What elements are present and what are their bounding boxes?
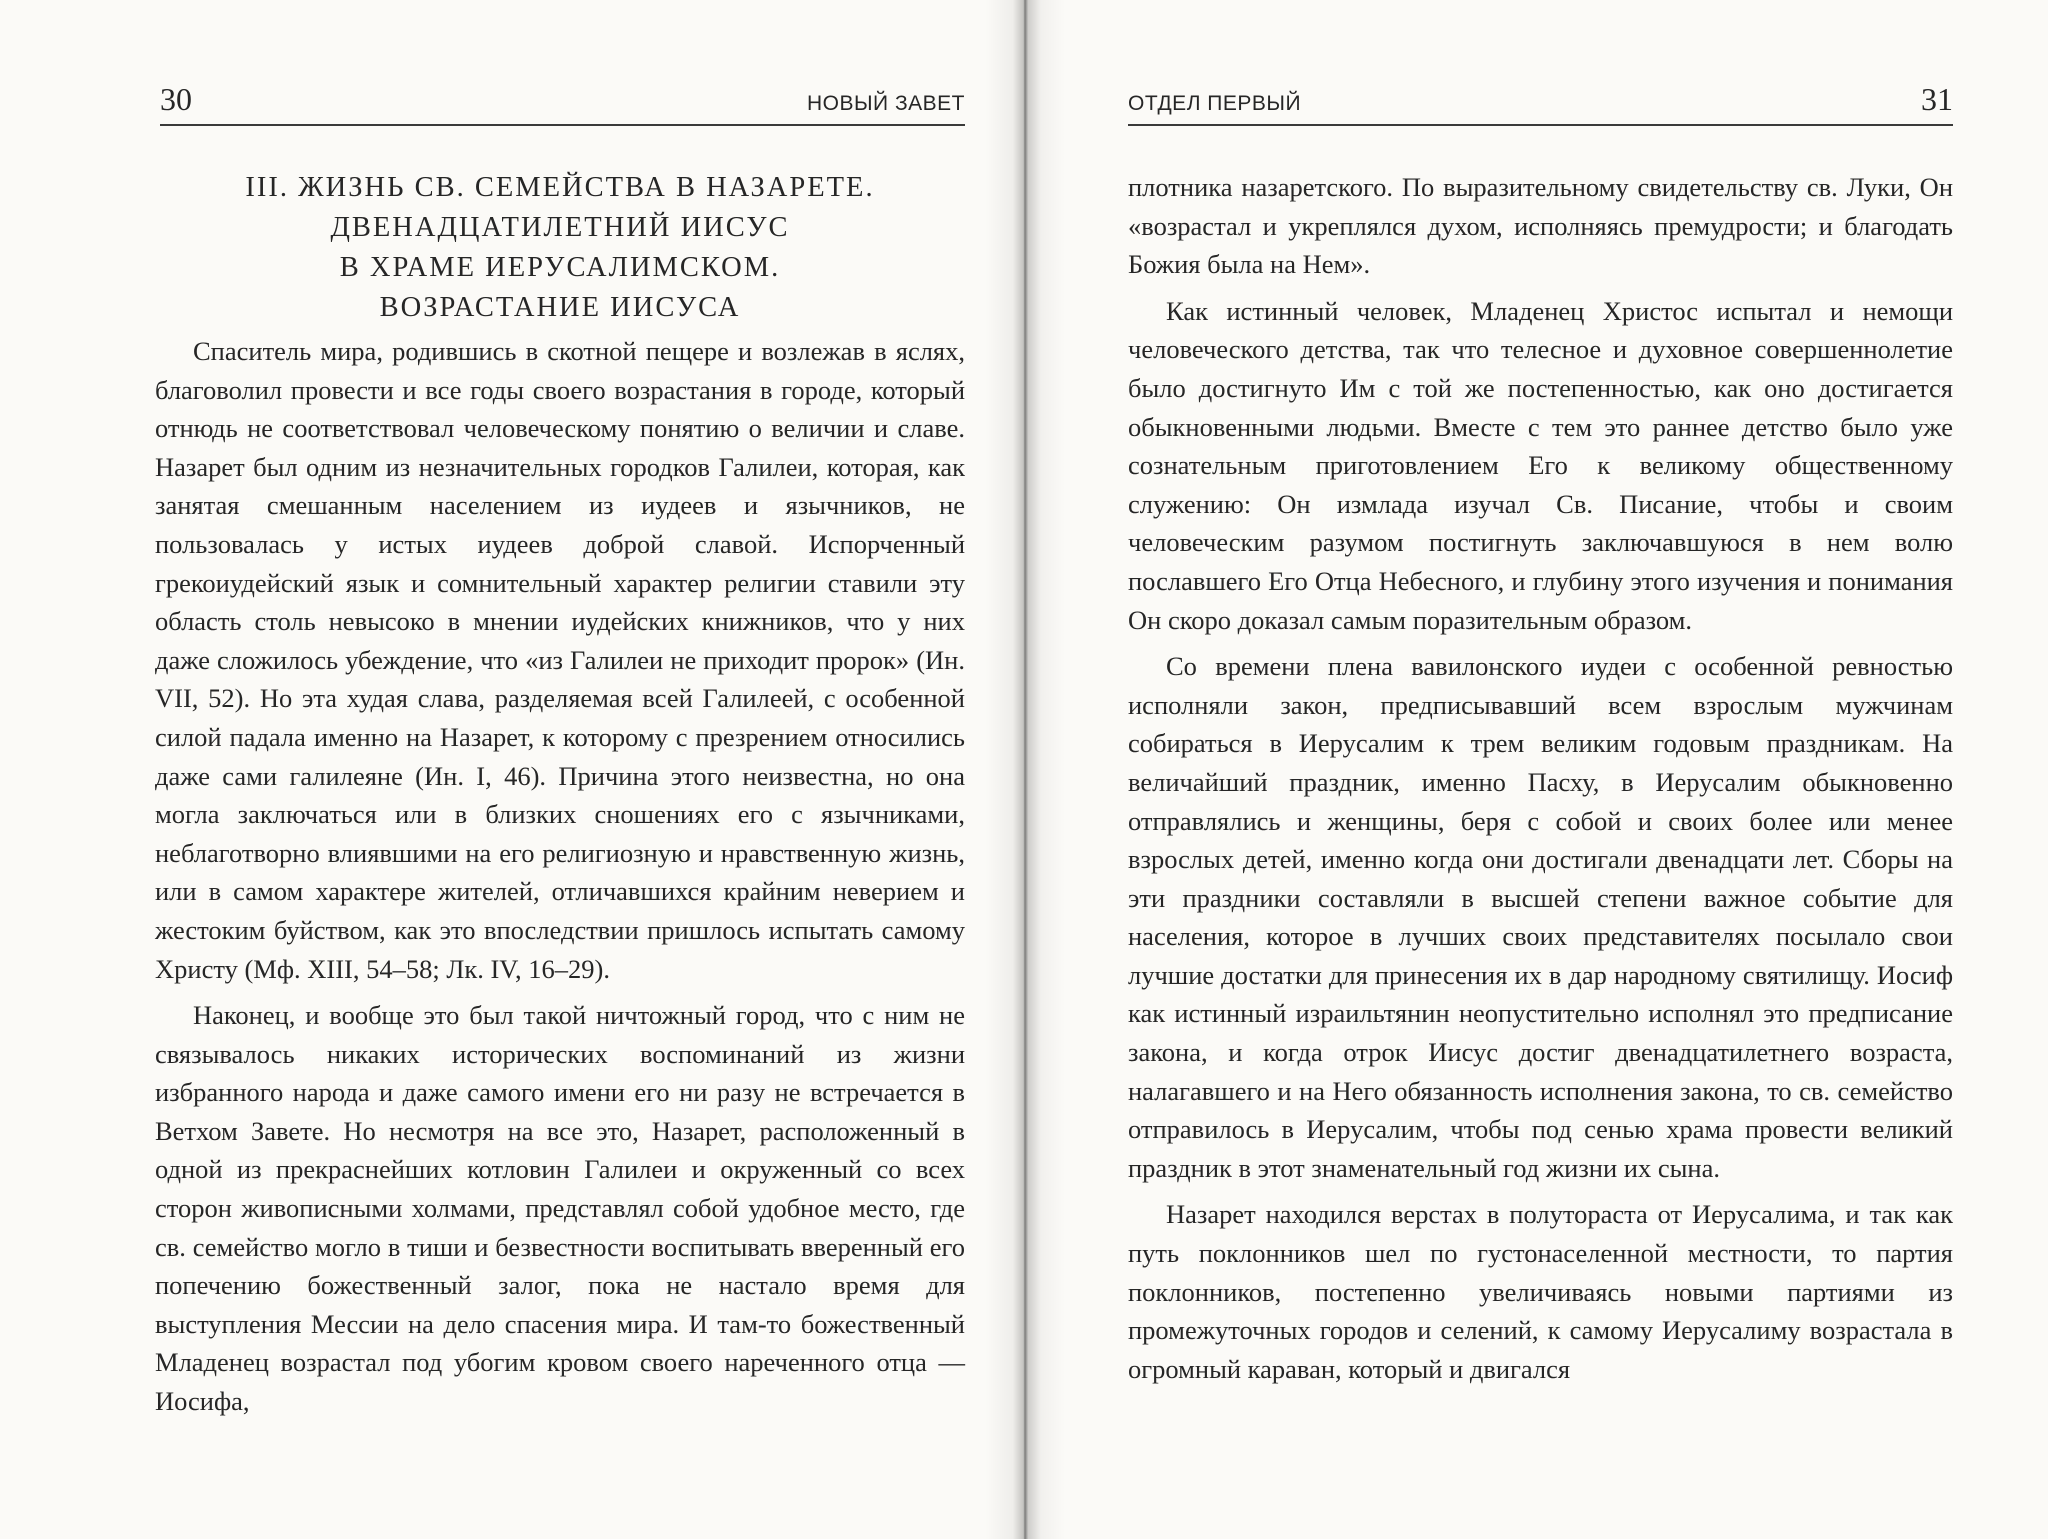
paragraph: Назарет находился верстах в полутораста от Иерусалима, и так как путь поклонников шел по густонаселенной местности, то партия поклонников, постепенно увеличиваясь новыми партиями из промежуточных городов и селений, к самому Иерусалиму возрастала в огромный караван, который и двигался [1128,1199,1953,1384]
right-page [1020,0,2048,1539]
left-page-header [160,78,965,126]
paragraph: Наконец, и вообще это был такой ничтожный город, что с ним не связывалось никаких исторических воспоминаний из жизни избранного народа и даже самого имени его ни разу не встречается в Ветхом Завете. Но несмотря на все это, Назарет, расположенный в одной из прекраснейших котловин Галилеи и окруженный со всех сторон живописными холмами, представлял собой удобное место, где св. семейство могло в тиши и безвестности воспитывать вверенный его попечению божественный залог, пока не настало время для выступления Мессии на дело спасения мира. И там-то божественный Младенец возрастал под убогим кровом своего нареченного отца — Иосифа, [155,1000,965,1417]
paragraph: Спаситель мира, родившись в скотной пещере и возлежав в яслях, благоволил провести и все годы своего возрастания в городе, который отнюдь не соответствовал человеческому понятию о величии и славе. Назарет был одним из незначительных городков Галилеи, которая, как занятая смешанным населением из иудеев и язычников, не пользовалась у истых иудеев доброй славой. Испорченный грекоиудейский язык и сомнительный характер религии ставили эту область столь невысоко в мнении иудейских книжников, что у них даже сложилось убеждение, что «из Галилеи не приходит пророк» (Ин. VII, 52). Но эта худая слава, разделяемая всей Галилеей, с особенной силой падала именно на Назарет, к которому с презрением относились даже сами галилеяне (Ин. I, 46). Причина этого неизвестна, но она могла заключаться или в близких сношениях его с язычниками, неблаготворно влиявшими на его религиозную и нравственную жизнь, или в самом характере жителей, отличавшихся крайним неверием и жестоким буйством, как это впоследствии пришлось испытать самому Христу (Мф. XIII, 54–58; Лк. IV, 16–29). [155,336,965,984]
right-page-header [1128,78,1953,126]
left-page [0,0,1020,1539]
chapter-title-line: ВОЗРАСТАНИЕ ИИСУСА [379,292,741,323]
left-page-body [155,168,965,1421]
left-page-number: 30 [160,81,192,117]
left-running-title: НОВЫЙ ЗАВЕТ [806,92,965,115]
chapter-title-line: В ХРАМЕ ИЕРУСАЛИМСКОМ. [339,252,781,283]
right-page-number: 31 [1921,81,1953,117]
chapter-title-line: III. ЖИЗНЬ СВ. СЕМЕЙСТВА В НАЗАРЕТЕ. [245,172,875,203]
right-running-title: ОТДЕЛ ПЕРВЫЙ [1128,92,1302,115]
chapter-title [155,168,965,328]
paragraph-continuation: плотника назаретского. По выразительному свидетельству св. Луки, Он «возрастал и укреплялся духом, исполняясь премудрости; и благодать Божия была на Нем». [1128,172,1953,280]
right-page-body [1128,168,1953,1388]
paragraph: Как истинный человек, Младенец Христос испытал и немощи человеческого детства, так что телесное и духовное совершеннолетие было достигнуто Им с той же постепенностью, как оно достигается обыкновенными людьми. Вместе с тем это раннее детство было уже сознательным приготовлением Его к великому общественному служению: Он измлада изучал Св. Писание, чтобы и своим человеческим разумом постигнуть заключавшуюся в нем волю пославшего Его Отца Небесного, и глубину этого изучения и понимания Он скоро доказал самым поразительным образом. [1128,295,1953,635]
chapter-title-line: ДВЕНАДЦАТИЛЕТНИЙ ИИСУС [330,212,790,243]
paragraph: Со времени плена вавилонского иудеи с особенной ревностью исполняли закон, предписывавший всем взрослым мужчинам собираться в Иерусалим к трем великим годовым праздникам. На величайший праздник, именно Пасху, в Иерусалим обыкновенно отправлялись и женщины, беря с собой и своих более или менее взрослых детей, именно когда они достигали двенадцати лет. Сборы на эти праздники составляли в высшей степени важное событие для населения, которое в лучших своих представителях посылало свои лучшие достатки для принесения их в дар народному святилищу. Иосиф как истинный израильтянин неопустительно исполнял это предписание закона, и когда отрок Иисус достиг двенадцатилетнего возраста, налагавшего и на Него обязанность исполнения закона, то св. семейство отправилось в Иерусалим, чтобы под сенью храма провести великий праздник в этот знаменательный год жизни их сына. [1128,651,1953,1183]
